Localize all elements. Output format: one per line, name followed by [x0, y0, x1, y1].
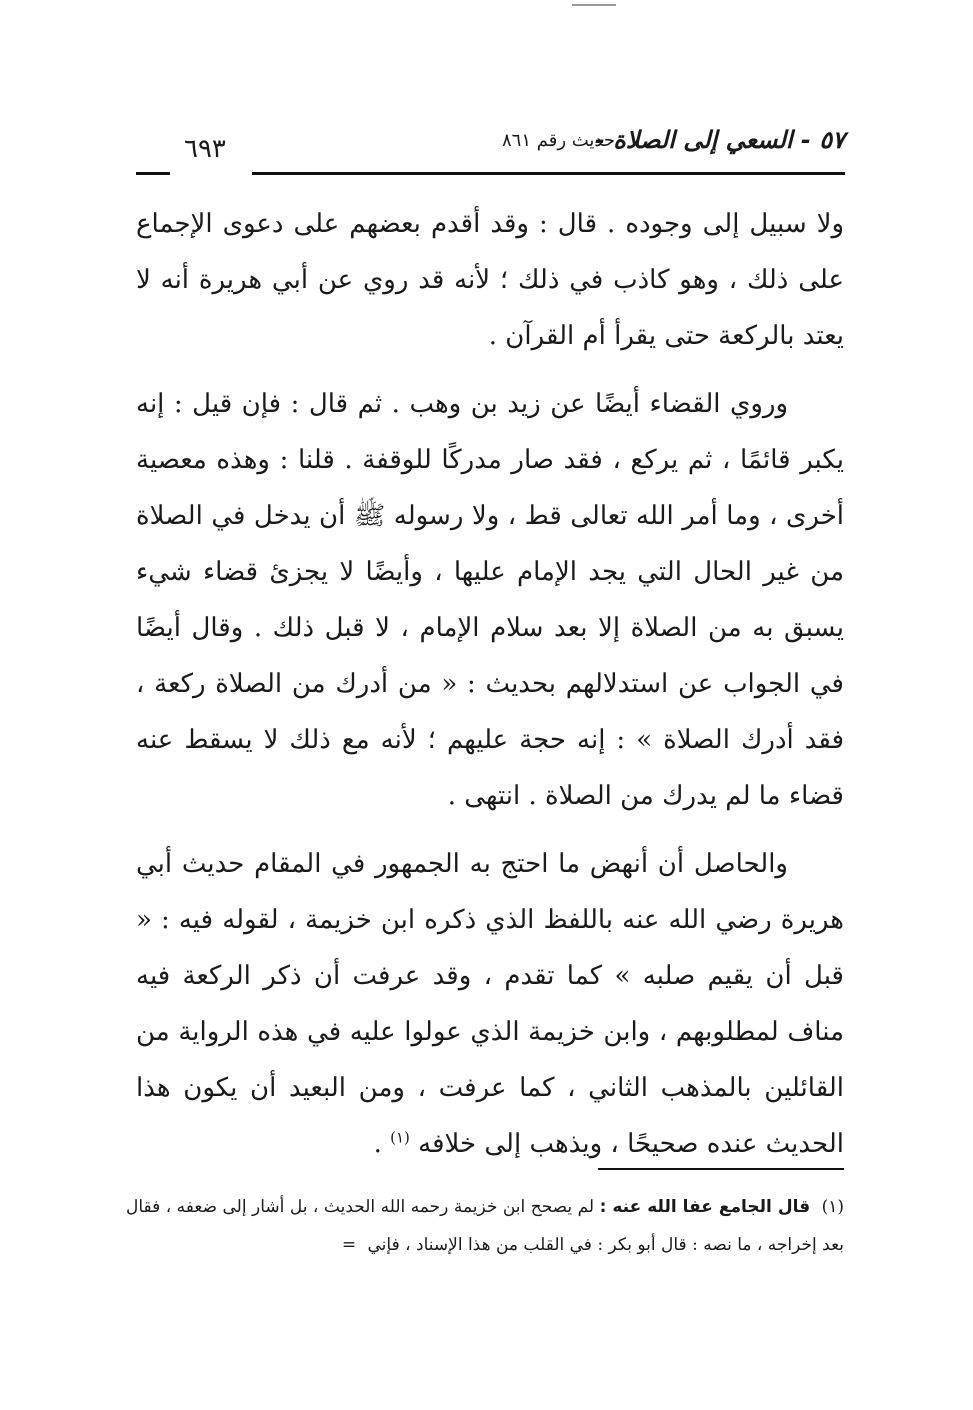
footnote — [126, 1188, 844, 1264]
running-header — [140, 120, 845, 180]
header-rule — [252, 172, 845, 175]
footnotes — [126, 1188, 844, 1264]
main-text — [136, 196, 844, 1172]
footnote-reference: (١) — [390, 1128, 410, 1147]
footnote-text: لم يصحح ابن خزيمة رحمه الله الحديث ، بل أشار إلى ضعفه ، فقال بعد إخراجه ، ما نصه : قال أبو بكر : في القلب من هذا الإسناد ، فإني — [126, 1197, 844, 1255]
page-number-rule — [136, 172, 170, 175]
footnote-separator — [598, 1168, 844, 1170]
paragraph: وروي القضاء أيضًا عن زيد بن وهب . ثم قال : فإن قيل : إنه يكبر قائمًا ، ثم يركع ، فقد صار مدركًا للوقفة . قلنا : وهذه معصية أخرى ، وما أمر الله تعالى قط ، ولا رسوله ﷺ أن يدخل في الصلاة من غير الحال التي يجد الإمام عليها ، وأيضًا لا يجزئ قضاء شيء يسبق به من الصلاة إلا بعد سلام الإمام ، لا قبل ذلك . وقال أيضًا في الجواب عن استدلالهم بحديث : « من أدرك من الصلاة ركعة ، فقد أدرك الصلاة » : إنه حجة عليهم ؛ لأنه مع ذلك لا يسقط عنه قضاء ما لم يدرك من الصلاة . انتهى . — [136, 389, 844, 811]
paragraph-end: . — [373, 1129, 391, 1159]
page-number: ٦٩٣ — [184, 134, 226, 164]
hadith-number: حديث رقم ٨٦١ — [502, 130, 615, 151]
paragraph — [136, 836, 844, 1172]
paragraph-text: والحاصل أن أنهض ما احتج به الجمهور في المقام حديث أبي هريرة رضي الله عنه باللفظ الذي ذكره ابن خزيمة ، لقوله فيه : « قبل أن يقيم صلبه » كما تقدم ، وقد عرفت أن ذكر الركعة فيه مناف لمطلوبهم ، وابن خزيمة الذي عولوا عليه في هذه الرواية من القائلين بالمذهب الثاني ، كما عرفت ، ومن البعيد أن يكون هذا الحديث عنده صحيحًا ، ويذهب إلى خلافه — [136, 849, 844, 1159]
paragraph: ولا سبيل إلى وجوده . قال : وقد أقدم بعضهم على دعوى الإجماع على ذلك ، وهو كاذب في ذلك ؛ لأنه قد روي عن أبي هريرة أنه لا يعتد بالركعة حتى يقرأ أم القرآن . — [136, 209, 844, 351]
footnote-number: (١) — [821, 1197, 844, 1217]
footnote-author: قال الجامع عفا الله عنه : — [599, 1197, 811, 1217]
continuation-mark: = — [341, 1235, 357, 1255]
top-edge-mark — [572, 4, 616, 6]
chapter-title: ٥٧ - السعي إلى الصلاة - — [594, 126, 845, 154]
